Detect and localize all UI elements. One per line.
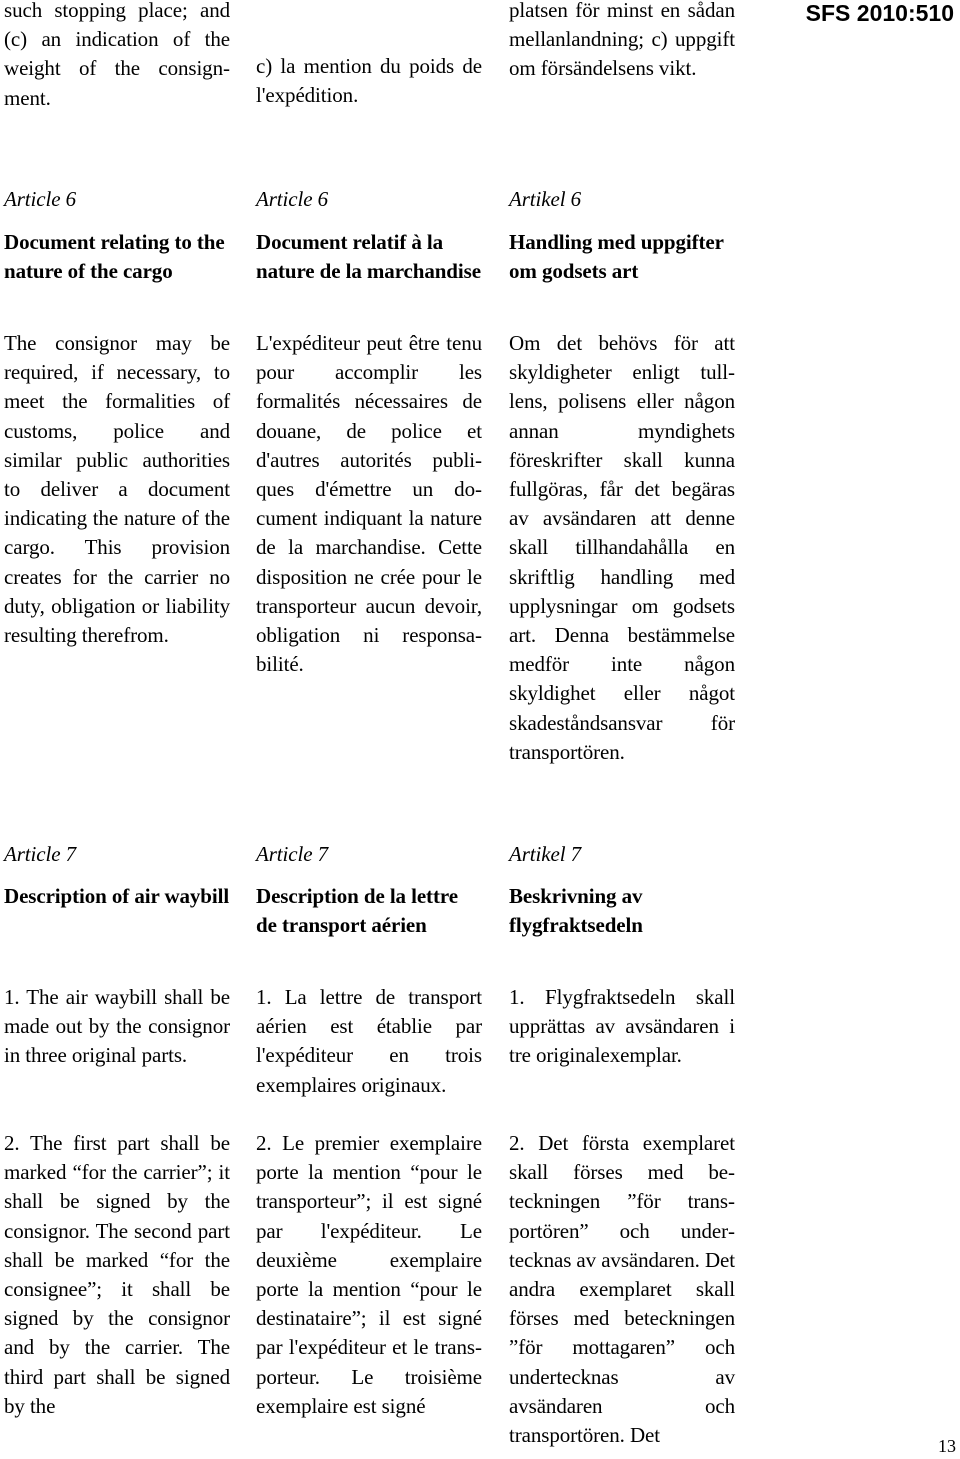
article6-heading-block-en <box>4 228 230 286</box>
article6-heading-en: Document relating to the nature of the cargo <box>4 230 225 284</box>
article7-heading-block-fr <box>256 882 482 940</box>
article7-label-en: Article 7 <box>4 842 76 866</box>
article6-body-fr <box>256 329 482 679</box>
article6-heading-block-fr <box>256 228 482 286</box>
carry-over-text-fr: c) la mention du poids de l'expédition. <box>256 54 482 108</box>
article6-heading-fr: Document relatif à la nature de la marchandise <box>256 230 481 284</box>
carry-over-text-sv: platsen för minst en sådan mellanlandning; c) uppgift om försändelsens vikt. <box>509 0 735 81</box>
article7-p1-en: 1. The air waybill shall be made out by the consignor in three original parts. <box>4 985 230 1068</box>
carry-over-fr <box>256 52 482 110</box>
article6-body-en <box>4 329 230 650</box>
article6-body-sv <box>509 329 735 767</box>
article7-heading-fr: Description de la lettre de transport aérien <box>256 884 458 938</box>
article7-p1-fr: 1. La lettre de transport aérien est établie par l'expéditeur en trois exemplaires originaux. <box>256 985 482 1097</box>
article7-fr <box>256 840 482 869</box>
article7-heading-block-sv <box>509 882 735 940</box>
carry-over-text-en: such stopping place; and (c) an indication of the weight of the consignment. <box>4 0 230 110</box>
article6-label-en: Article 6 <box>4 187 76 211</box>
article7-label-fr: Article 7 <box>256 842 328 866</box>
article7-p2-block-sv <box>509 1129 735 1450</box>
article7-label-sv: Artikel 7 <box>509 842 581 866</box>
article7-p2-block-fr <box>256 1129 482 1421</box>
article7-p1-sv: 1. Flygfraktsedeln skall upprättas av avsändaren i tre originalexemplar. <box>509 985 735 1068</box>
article7-p2-block-en <box>4 1129 230 1421</box>
carry-over-sv <box>509 0 735 84</box>
article6-sv <box>509 185 735 214</box>
article7-heading-sv: Beskrivning av flygfraktsedeln <box>509 884 643 938</box>
article7-sv <box>509 840 735 869</box>
article6-text-fr: L'expéditeur peut être tenu pour accomplir les formalités nécessaires de douane, de police et d'autres autorités publiques d'émettre un document indiquant la nature de la marchandise. Cette disposition ne crée pour le transporteur aucun devoir, obligation ni responsabilité. <box>256 331 482 677</box>
article7-p2-en: 2. The first part shall be marked “for the carrier”; it shall be signed by the consignor. The second part shall be marked “for the consignee”; it shall be signed by the consignor and by the carrier. The third part shall be signed by the <box>4 1131 230 1418</box>
article6-en <box>4 185 230 214</box>
article7-en <box>4 840 230 869</box>
article7-heading-en: Description of air waybill <box>4 884 230 908</box>
article7-p2-sv: 2. Det första exemplaret skall förses med beteckningen ”för transportören” och undertecknas av avsändaren. Det andra exemplaret skall förses med beteckningen ”för mottagaren” och undertecknas av avsändaren och transportören. Det <box>509 1131 735 1448</box>
article6-text-sv: Om det behövs för att skyldigheter enligt tulllens, polisens eller någon annan myndighets föreskrifter skall kunna fullgöras, får det begäras av avsändaren att denne skall tillhandahålla en skriftlig handling med upplysningar om godsets art. Denna bestämmelse medför inte någon skyldighet eller något skadeståndsansvar för transportören. <box>509 331 735 764</box>
article6-heading-sv: Handling med uppgifter om godsets art <box>509 230 724 284</box>
article6-label-sv: Artikel 6 <box>509 187 581 211</box>
article7-p1-block-fr <box>256 983 482 1100</box>
sfs-number: SFS 2010:510 <box>805 0 954 26</box>
article6-text-en: The consignor may be required, if necessary, to meet the formalities of customs, police and similar public authorities to deliver a document indicating the nature of the cargo. This provision creates for the carrier no duty, obligation or liability resulting therefrom. <box>4 331 230 648</box>
article7-p1-block-sv <box>509 983 735 1071</box>
article7-heading-block-en <box>4 882 230 911</box>
article6-fr <box>256 185 482 214</box>
page-number: 13 <box>938 1436 956 1456</box>
article6-label-fr: Article 6 <box>256 187 328 211</box>
article7-p2-fr: 2. Le premier exemplaire porte la mention “pour le transporteur”; il est signé par l'expéditeur. Le deuxième exemplaire porte la mention “pour le destinataire”; il est signé par l'expéditeur et le transporteur. Le troisième exemplaire est signé <box>256 1131 482 1418</box>
article6-heading-block-sv <box>509 228 735 286</box>
carry-over-en <box>4 0 230 113</box>
article7-p1-block-en <box>4 983 230 1071</box>
